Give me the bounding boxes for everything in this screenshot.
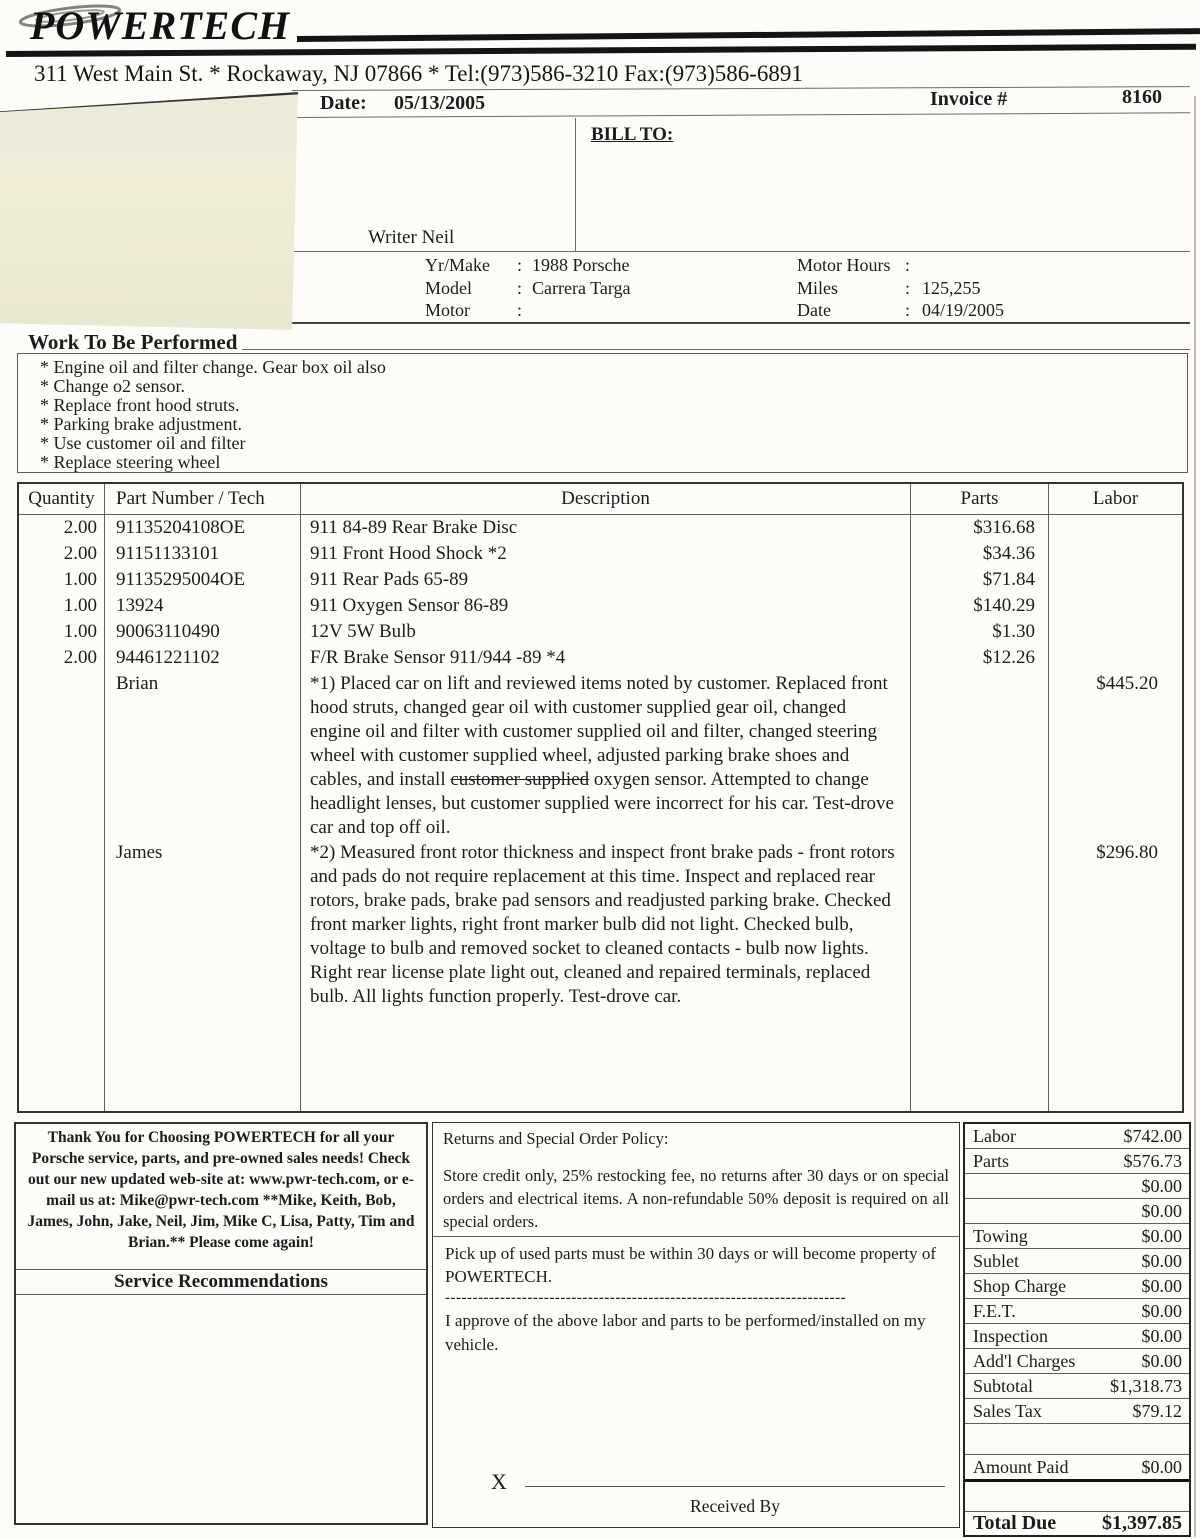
labor-cell xyxy=(1049,1009,1182,1111)
labor-cell xyxy=(1049,619,1182,645)
returns-policy-title: Returns and Special Order Policy: xyxy=(443,1129,669,1148)
paper-overlay xyxy=(0,92,302,334)
part-number-cell xyxy=(105,1009,301,1111)
vehicle-date-value: 04/19/2005 xyxy=(922,300,1005,320)
paper-overlay-fill xyxy=(0,92,302,334)
totals-row-blank xyxy=(965,1199,1189,1224)
totals-value: $0.00 xyxy=(1141,1301,1182,1321)
yr-make-colon: : xyxy=(517,255,523,275)
totals-label: Sales Tax xyxy=(973,1401,1042,1421)
quantity-header: Quantity xyxy=(19,484,105,514)
tech-job-row xyxy=(19,671,1182,840)
totals-value: $0.00 xyxy=(1141,1457,1182,1478)
description-cell: 12V 5W Bulb xyxy=(301,619,911,645)
date-value: 05/13/2005 xyxy=(394,92,486,114)
part-number-cell: 91135204108OE xyxy=(105,515,301,541)
parts-price-cell: $34.36 xyxy=(911,541,1049,567)
yr-make-label: Yr/Make xyxy=(425,255,490,275)
labor-cell xyxy=(1049,645,1182,671)
qty-cell xyxy=(19,1009,105,1111)
qty-cell xyxy=(19,671,105,840)
part-number-cell: 91135295004OE xyxy=(105,567,301,593)
approval-statement: I approve of the above labor and parts to be performed/installed on my vehicle. xyxy=(445,1311,926,1354)
motor-hours-colon: : xyxy=(905,255,911,275)
totals-label xyxy=(965,1174,973,1198)
labor-cell xyxy=(1049,515,1182,541)
returns-policy-body: Store credit only, 25% restocking fee, no returns after 30 days or on special orders and electrical items. A non-refundable 50% deposit is required on all special orders. xyxy=(433,1149,959,1237)
writer-name: Neil xyxy=(421,227,455,248)
table-row xyxy=(19,567,1182,593)
totals-row-towing xyxy=(965,1224,1189,1249)
thank-you-message: Thank You for Choosing POWERTECH for all your Porsche service, parts, and pre-owned sales needs! Check out our new updated web-site at: www.pwr-tech.com, or e-mail us at: Mike@pwr-tech.com **Mike, Keith, Bob, James, John, Jake, Neil, Jim, Mike C, Lisa, Patty, Tim and Brian.** Please come again! xyxy=(16,1124,426,1270)
description-cell xyxy=(301,1009,911,1111)
totals-label: Sublet xyxy=(973,1251,1020,1271)
parts-price-cell: $140.29 xyxy=(911,593,1049,619)
part-number-cell: 91151133101 xyxy=(105,541,301,567)
service-recommendations-title: Service Recommendations xyxy=(16,1270,426,1295)
qty-cell: 2.00 xyxy=(19,645,105,671)
totals-label: Subtotal xyxy=(973,1376,1034,1396)
work-item: * Change o2 sensor. xyxy=(40,376,185,396)
work-title-rule xyxy=(242,349,1190,350)
work-item: * Engine oil and filter change. Gear box oil also xyxy=(40,357,386,377)
description-cell: 911 Front Hood Shock *2 xyxy=(301,541,911,567)
totals-value xyxy=(973,1482,1189,1511)
bill-to-label: BILL TO: xyxy=(591,124,674,145)
writer-row xyxy=(368,227,454,249)
totals-row-spacer xyxy=(965,1424,1189,1455)
totals-row-inspection xyxy=(965,1324,1189,1349)
miles-value: 125,255 xyxy=(922,278,981,298)
labor-cell: $296.80 xyxy=(1096,842,1158,863)
totals-row-sublet xyxy=(965,1249,1189,1274)
model-value: Carrera Targa xyxy=(532,278,631,298)
totals-label: Shop Charge xyxy=(973,1276,1067,1296)
description-cell: 911 Rear Pads 65-89 xyxy=(301,567,911,593)
vehicle-top-line xyxy=(292,251,1190,252)
tech-notes-text: *2) Measured front rotor thickness and inspect front brake pads - front rotors and pads do not require replacement at this time. Inspect and replaced rear rotors, brake pads, brake pad sensors and readjusted parking brake. Checked front marker lights, right front marker bulb did not light. Checked bulb, voltage to bulb and removed socket to cleaned contacts - bulb now lights. Right rear license plate light out, cleaned and repaired terminals, replaced bulb. All lights function properly. Test-drove car. xyxy=(310,842,895,1007)
totals-row-parts xyxy=(965,1149,1189,1174)
work-item: * Replace front hood struts. xyxy=(40,395,240,415)
labor-cell xyxy=(1049,593,1182,619)
billto-divider-line xyxy=(575,118,576,251)
tech-name: James xyxy=(105,840,301,1009)
qty-cell: 1.00 xyxy=(19,593,105,619)
totals-label: Amount Paid xyxy=(973,1457,1069,1478)
labor-cell xyxy=(1049,541,1182,567)
qty-cell: 1.00 xyxy=(19,567,105,593)
vehicle-bottom-line xyxy=(292,322,1190,324)
totals-row-spacer xyxy=(965,1482,1189,1512)
header-rule-upper xyxy=(297,28,1200,42)
labor-cell: $445.20 xyxy=(1096,673,1158,694)
parts-price-cell: $71.84 xyxy=(911,567,1049,593)
table-row xyxy=(19,645,1182,671)
work-section-title: Work To Be Performed xyxy=(28,330,238,354)
totals-label: Parts xyxy=(973,1151,1009,1171)
motor-colon: : xyxy=(517,300,523,320)
labor-cell xyxy=(1049,567,1182,593)
totals-value: $0.00 xyxy=(1141,1201,1182,1221)
date-label: Date: xyxy=(320,92,367,114)
used-parts-policy: Pick up of used parts must be within 30 days or will become property of POWERTECH. xyxy=(445,1244,937,1286)
tech-notes xyxy=(301,671,911,840)
totals-value: $0.00 xyxy=(1141,1276,1182,1296)
totals-row-shop-charge xyxy=(965,1274,1189,1299)
vehicle-date-colon: : xyxy=(905,300,911,320)
tech-notes xyxy=(301,840,911,1009)
part-number-cell: 90063110490 xyxy=(105,619,301,645)
work-item: * Use customer oil and filter xyxy=(40,433,246,453)
parts-price-cell: $12.26 xyxy=(911,645,1049,671)
table-row xyxy=(19,541,1182,567)
tech-name: Brian xyxy=(105,671,301,840)
table-row xyxy=(19,619,1182,645)
parts-table xyxy=(17,482,1184,1113)
part-number-header: Part Number / Tech xyxy=(105,484,301,514)
totals-value: $742.00 xyxy=(1123,1126,1182,1146)
qty-cell: 2.00 xyxy=(19,515,105,541)
totals-value: $0.00 xyxy=(1141,1226,1182,1246)
totals-row-total-due xyxy=(965,1512,1189,1535)
motor-hours-label: Motor Hours xyxy=(797,255,891,275)
tech-notes-struck-text: customer supplied xyxy=(450,769,590,790)
table-row xyxy=(19,593,1182,619)
totals-label xyxy=(965,1424,973,1454)
work-item: * Replace steering wheel xyxy=(40,452,221,472)
description-header: Description xyxy=(301,484,911,514)
totals-value: $576.73 xyxy=(1123,1151,1182,1171)
qty-cell xyxy=(19,840,105,1009)
labor-header: Labor xyxy=(1092,488,1139,509)
thank-you-panel xyxy=(14,1122,428,1525)
parts-price-cell: $1.30 xyxy=(911,619,1049,645)
totals-value: $79.12 xyxy=(1132,1401,1182,1421)
received-by-label: Received By xyxy=(690,1496,780,1516)
totals-label: Labor xyxy=(973,1126,1016,1146)
totals-label: Add'l Charges xyxy=(973,1351,1076,1371)
totals-row-sales-tax xyxy=(965,1399,1189,1424)
policy-panel xyxy=(432,1122,960,1528)
totals-label: Total Due xyxy=(973,1512,1057,1534)
dashed-divider: ------------------------------------------------------------------------- xyxy=(445,1290,847,1306)
table-row xyxy=(19,515,1182,541)
writer-label: Writer xyxy=(368,227,417,248)
miles-colon: : xyxy=(905,278,911,298)
totals-row-fet xyxy=(965,1299,1189,1324)
description-cell: 911 84-89 Rear Brake Disc xyxy=(301,515,911,541)
parts-price-cell xyxy=(911,1009,1049,1111)
totals-label xyxy=(965,1199,973,1223)
invoice-number-label: Invoice # xyxy=(930,88,1008,110)
part-number-cell: 13924 xyxy=(105,593,301,619)
totals-label: Towing xyxy=(973,1226,1028,1246)
parts-price-cell xyxy=(911,840,1049,1009)
parts-table-header xyxy=(19,484,1182,515)
totals-label xyxy=(965,1482,973,1511)
description-cell: 911 Oxygen Sensor 86-89 xyxy=(301,593,911,619)
totals-label: F.E.T. xyxy=(973,1301,1016,1321)
yr-make-value: 1988 Porsche xyxy=(532,255,630,275)
scan-edge-artifact xyxy=(1194,96,1196,1537)
signature-line xyxy=(525,1486,945,1487)
tech-job-row xyxy=(19,840,1182,1009)
totals-value: $1,318.73 xyxy=(1110,1376,1182,1396)
parts-price-cell xyxy=(911,671,1049,840)
totals-value: $1,397.85 xyxy=(1102,1512,1182,1534)
table-filler-row xyxy=(19,1009,1182,1111)
part-number-cell: 94461221102 xyxy=(105,645,301,671)
parts-price-cell: $316.68 xyxy=(911,515,1049,541)
motor-label: Motor xyxy=(425,300,470,320)
model-colon: : xyxy=(517,278,523,298)
parts-header: Parts xyxy=(911,484,1049,514)
invoice-number-value: 8160 xyxy=(1122,86,1162,108)
totals-value: $0.00 xyxy=(1141,1326,1182,1346)
work-item: * Parking brake adjustment. xyxy=(40,414,242,434)
totals-value: $0.00 xyxy=(1141,1251,1182,1271)
totals-row-labor xyxy=(965,1124,1189,1149)
totals-row-amount-paid xyxy=(965,1455,1189,1482)
model-label: Model xyxy=(425,278,472,298)
work-items-box xyxy=(17,353,1188,473)
tech-notes-text: *1) Placed car on lift and reviewed items noted by customer. Replaced front hood struts, changed gear oil with customer supplied gear oil, changed engine oil and filter with customer supplied oil and filter, changed steering wheel with customer supplied wheel, adjusted parking brake shoes and cables, and install xyxy=(310,673,888,790)
totals-row-subtotal xyxy=(965,1374,1189,1399)
miles-label: Miles xyxy=(797,278,839,298)
tech-notes-text: oxygen sensor. Attempted to change headlight lenses, but customer supplied were incorrect for his car. Test-drove car and top off oil. xyxy=(310,769,894,838)
vehicle-date-label: Date xyxy=(797,300,831,320)
totals-label: Inspection xyxy=(973,1326,1048,1346)
company-address: 311 West Main St. * Rockaway, NJ 07866 * Tel:(973)586-3210 Fax:(973)586-6891 xyxy=(34,61,803,86)
totals-row-addl-charges xyxy=(965,1349,1189,1374)
totals-value: $0.00 xyxy=(1141,1176,1182,1196)
company-logo: POWERTECH xyxy=(30,3,291,48)
signature-x-mark: X xyxy=(491,1469,507,1494)
qty-cell: 2.00 xyxy=(19,541,105,567)
qty-cell: 1.00 xyxy=(19,619,105,645)
totals-panel xyxy=(963,1122,1191,1537)
totals-value xyxy=(973,1424,1189,1454)
description-cell: F/R Brake Sensor 911/944 -89 *4 xyxy=(301,645,911,671)
totals-row-blank xyxy=(965,1174,1189,1199)
totals-value: $0.00 xyxy=(1141,1351,1182,1371)
